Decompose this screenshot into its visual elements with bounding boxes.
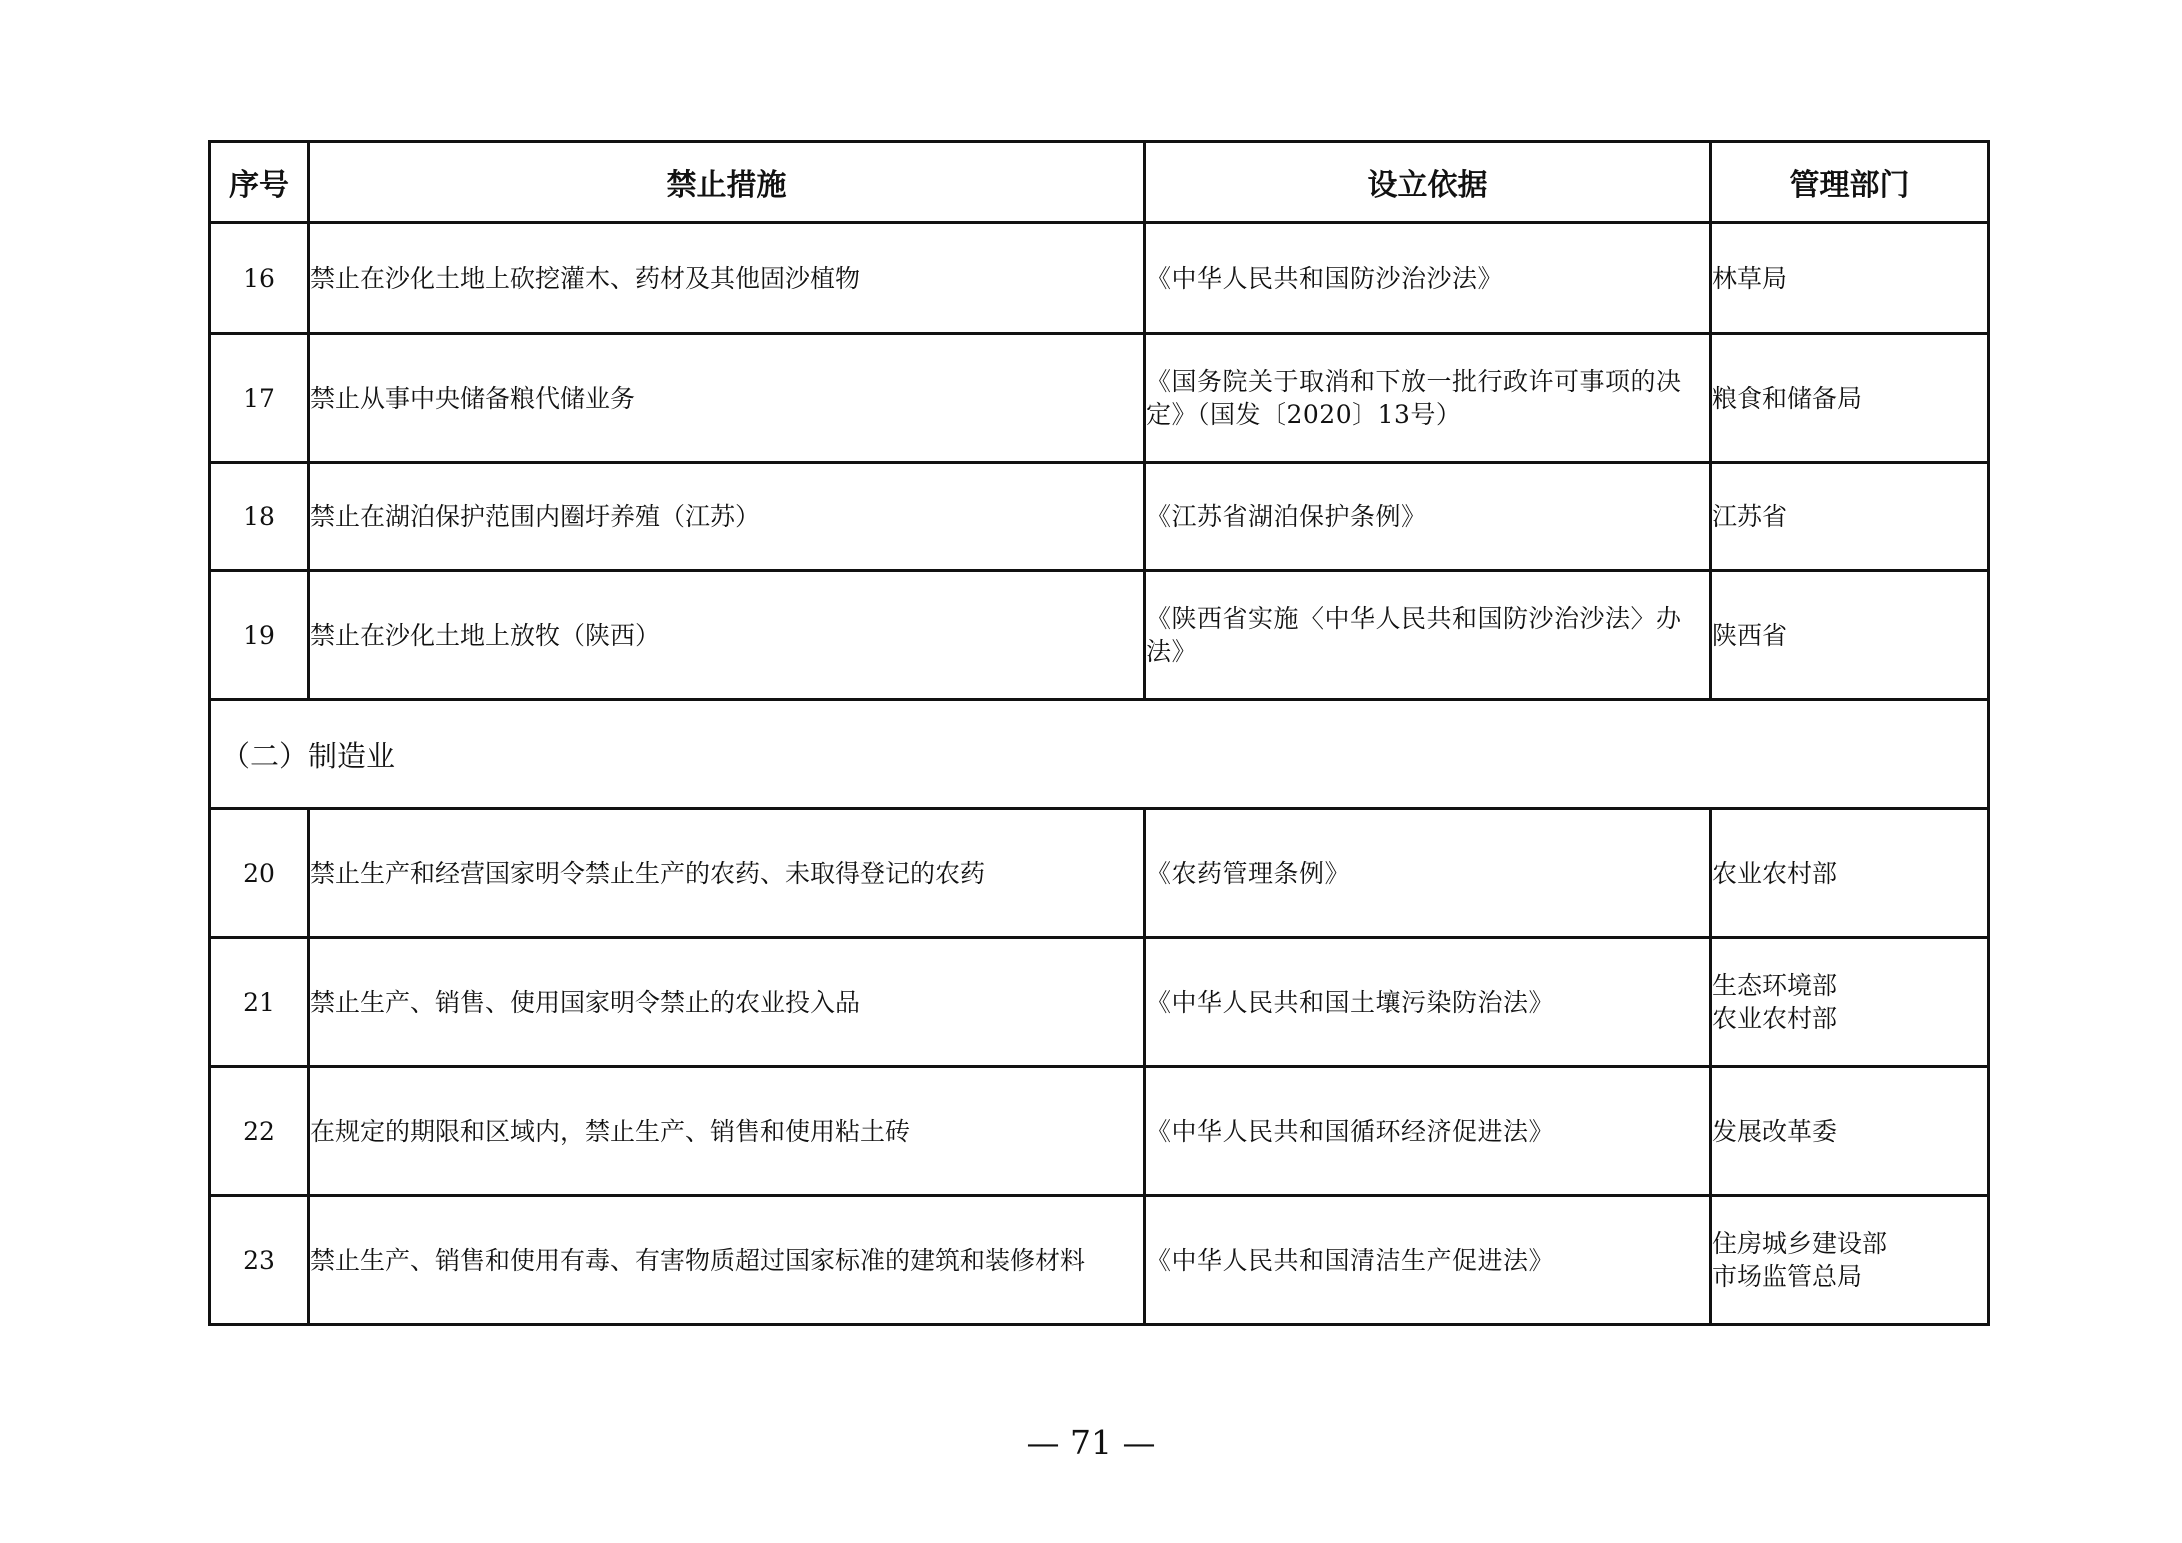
row-measure: 禁止在湖泊保护范围内圈圩养殖（江苏） — [309, 463, 1145, 571]
row-basis: 《江苏省湖泊保护条例》 — [1145, 463, 1711, 571]
row-seq: 21 — [210, 938, 309, 1067]
dept-name: 陕西省 — [1712, 620, 1788, 650]
row-dept — [1711, 809, 1989, 938]
section-title: （二）制造业 — [210, 700, 1989, 809]
table-row — [210, 334, 1989, 463]
row-measure: 禁止从事中央储备粮代储业务 — [309, 334, 1145, 463]
row-dept — [1711, 1067, 1989, 1196]
dept-name: 住房城乡建设部 — [1712, 1229, 1888, 1258]
row-seq: 19 — [210, 571, 309, 700]
row-basis: 《农药管理条例》 — [1145, 809, 1711, 938]
dept-name: 市场监管总局 — [1712, 1262, 1863, 1291]
dept-name: 江苏省 — [1712, 502, 1788, 531]
row-seq: 22 — [210, 1067, 309, 1196]
row-measure: 禁止生产、销售和使用有毒、有害物质超过国家标准的建筑和装修材料 — [309, 1196, 1145, 1325]
dept-name: 林草局 — [1712, 263, 1788, 293]
dept-name: 生态环境部 — [1712, 971, 1838, 1000]
dept-name: 农业农村部 — [1712, 1004, 1838, 1033]
table-row — [210, 809, 1989, 938]
table-row — [210, 463, 1989, 571]
row-seq: 17 — [210, 334, 309, 463]
row-seq: 20 — [210, 809, 309, 938]
row-dept — [1711, 463, 1989, 571]
prohibition-measures-table — [208, 140, 1990, 1326]
row-basis: 《中华人民共和国防沙治沙法》 — [1145, 223, 1711, 334]
table-row — [210, 571, 1989, 700]
dept-name: 农业农村部 — [1712, 858, 1838, 888]
section-row — [210, 700, 1989, 809]
row-seq: 23 — [210, 1196, 309, 1325]
row-dept — [1711, 938, 1989, 1067]
dept-name: 发展改革委 — [1712, 1116, 1838, 1146]
row-seq: 16 — [210, 223, 309, 334]
dept-name: 粮食和储备局 — [1712, 383, 1863, 413]
table-row — [210, 223, 1989, 334]
row-basis: 《国务院关于取消和下放一批行政许可事项的决定》（国发〔2020〕13号） — [1145, 334, 1711, 463]
row-seq: 18 — [210, 463, 309, 571]
row-dept — [1711, 1196, 1989, 1325]
row-basis: 《中华人民共和国清洁生产促进法》 — [1145, 1196, 1711, 1325]
table-row — [210, 1196, 1989, 1325]
row-measure: 禁止生产、销售、使用国家明令禁止的农业投入品 — [309, 938, 1145, 1067]
table-row — [210, 938, 1989, 1067]
table-header-row — [210, 142, 1989, 223]
row-measure: 在规定的期限和区域内，禁止生产、销售和使用粘土砖 — [309, 1067, 1145, 1196]
table-row — [210, 1067, 1989, 1196]
header-measure: 禁止措施 — [309, 142, 1145, 223]
row-measure: 禁止在沙化土地上砍挖灌木、药材及其他固沙植物 — [309, 223, 1145, 334]
header-dept: 管理部门 — [1711, 142, 1989, 223]
row-measure: 禁止生产和经营国家明令禁止生产的农药、未取得登记的农药 — [309, 809, 1145, 938]
page-number: — 71 — — [1026, 1423, 1156, 1462]
header-seq: 序号 — [210, 142, 309, 223]
row-dept — [1711, 571, 1989, 700]
row-dept — [1711, 334, 1989, 463]
row-basis: 《陕西省实施〈中华人民共和国防沙治沙法〉办法》 — [1145, 571, 1711, 700]
row-measure: 禁止在沙化土地上放牧（陕西） — [309, 571, 1145, 700]
row-dept — [1711, 223, 1989, 334]
header-basis: 设立依据 — [1145, 142, 1711, 223]
row-basis: 《中华人民共和国土壤污染防治法》 — [1145, 938, 1711, 1067]
row-basis: 《中华人民共和国循环经济促进法》 — [1145, 1067, 1711, 1196]
